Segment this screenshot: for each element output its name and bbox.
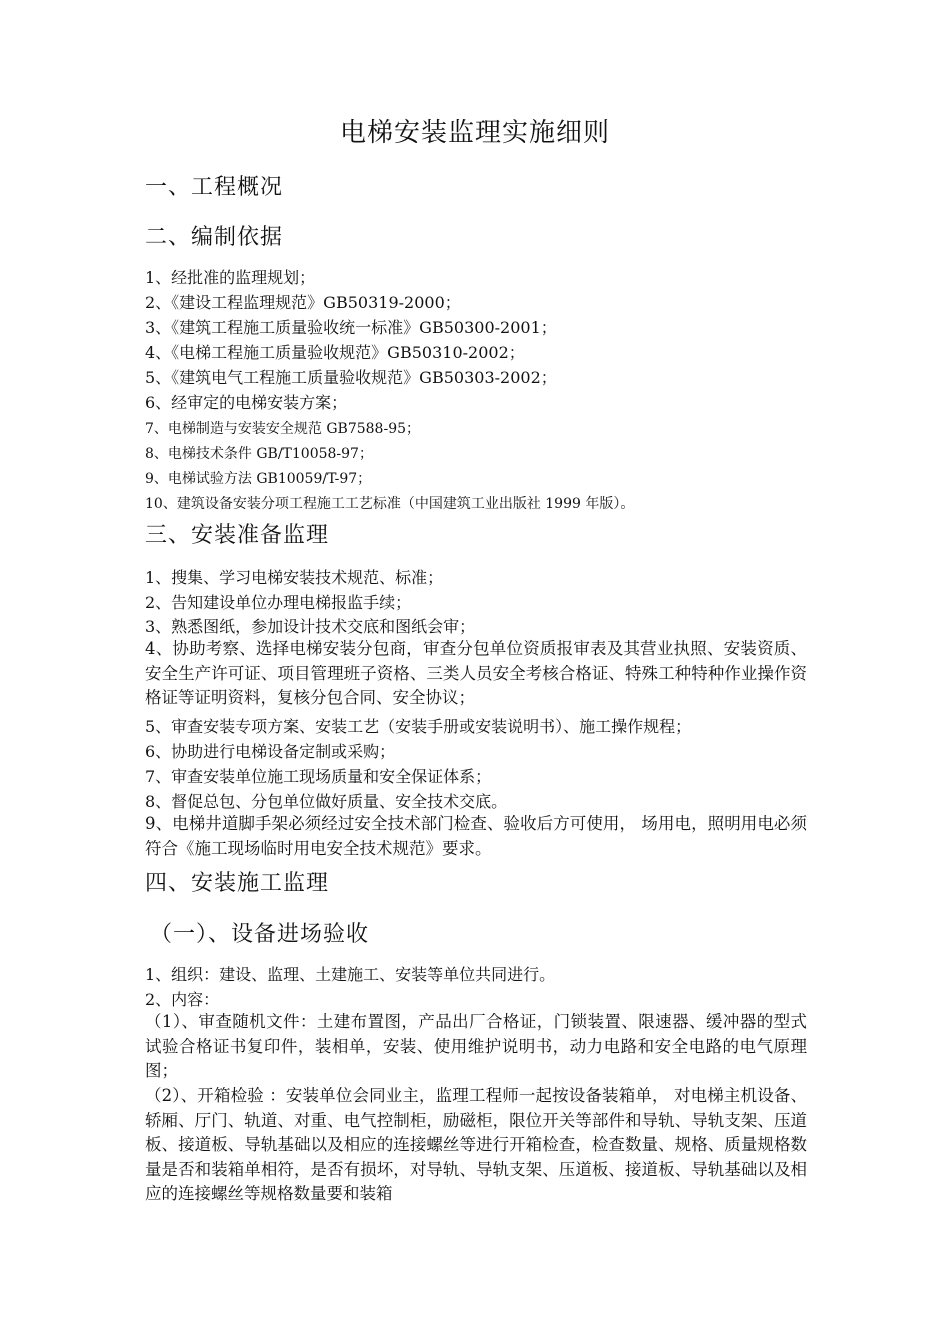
section-heading-prep: 三、安装准备监理 <box>145 523 330 548</box>
basis-item: 8、电梯技术条件 GB/T10058-97； <box>145 446 373 462</box>
basis-item: 1、经批准的监理规划； <box>145 268 316 287</box>
prep-item: 5、审查安装专项方案、安装工艺（安装手册或安装说明书）、施工操作规程； <box>145 717 692 736</box>
acceptance-item: （2）、开箱检验 ：安装单位会同业主，监理工程师一起按设备装箱单， 对电梯主机设备、轿厢、厅门、轨道、对重、电气控制柜，励磁柜，限位开关等部件和导轨、导轨支架、压道板、接道板、导轨基础以及相应的连接螺丝等进行开箱检查，检查数量、规格、质量规格数量是否和装箱单相符，是否有损坏，对导轨、导轨支架、压道板、接道板、导轨基础以及相应的连接螺丝等规格数量要和装箱 <box>145 1086 807 1203</box>
section-heading-construction: 四、安装施工监理 <box>145 871 330 896</box>
basis-item: 6、经审定的电梯安装方案； <box>145 393 348 412</box>
prep-item: 2、告知建设单位办理电梯报监手续； <box>145 593 412 612</box>
prep-item: 7、审查安装单位施工现场质量和安全保证体系； <box>145 767 492 786</box>
acceptance-item: 1、组织：建设、监理、土建施工、安装等单位共同进行。 <box>145 965 556 984</box>
section-heading-overview: 一、工程概况 <box>145 175 284 200</box>
subsection-heading-acceptance: （一）、设备进场验收 <box>150 922 370 947</box>
basis-item: 5、《建筑电气工程施工质量验收规范》GB50303-2002； <box>145 368 557 387</box>
section-heading-basis: 二、编制依据 <box>145 225 284 250</box>
basis-item: 10、建筑设备安装分项工程施工工艺标准（中国建筑工业出版社 1999 年版）。 <box>145 496 635 512</box>
acceptance-item: （1）、审查随机文件：土建布置图，产品出厂合格证，门锁装置、限速器、缓冲器的型式试验合格证书复印件，装相单，安装、使用维护说明书，动力电路和安全电路的电气原理图； <box>145 1012 807 1080</box>
basis-item: 2、《建设工程监理规范》GB50319-2000； <box>145 293 461 312</box>
basis-item: 3、《建筑工程施工质量验收统一标准》GB50300-2001； <box>145 318 557 337</box>
prep-item: 8、督促总包、分包单位做好质量、安全技术交底。 <box>145 792 508 811</box>
basis-item: 9、电梯试验方法 GB10059/T-97； <box>145 471 372 487</box>
document-title: 电梯安装监理实施细则 <box>339 118 610 148</box>
prep-item: 6、协助进行电梯设备定制或采购； <box>145 742 396 761</box>
prep-item: 4、协助考察、选择电梯安装分包商，审查分包单位资质报审表及其营业执照、安装资质、安全生产许可证、项目管理班子资格、三类人员安全考核合格证、特殊工种特种作业操作资格证等证明资料，复核分包合同、安全协议； <box>145 639 807 707</box>
prep-item: 3、熟悉图纸，参加设计技术交底和图纸会审； <box>145 617 476 636</box>
basis-item: 4、《电梯工程施工质量验收规范》GB50310-2002； <box>145 343 525 362</box>
acceptance-item: 2、内容： <box>145 990 220 1009</box>
prep-item: 9、电梯井道脚手架必须经过安全技术部门检查、验收后方可使用， 场用电，照明用电必须符合《施工现场临时用电安全技术规范》要求。 <box>145 814 807 858</box>
basis-item: 7、电梯制造与安装安全规范 GB7588-95； <box>145 421 421 437</box>
prep-item: 1、搜集、学习电梯安装技术规范、标准； <box>145 568 444 587</box>
